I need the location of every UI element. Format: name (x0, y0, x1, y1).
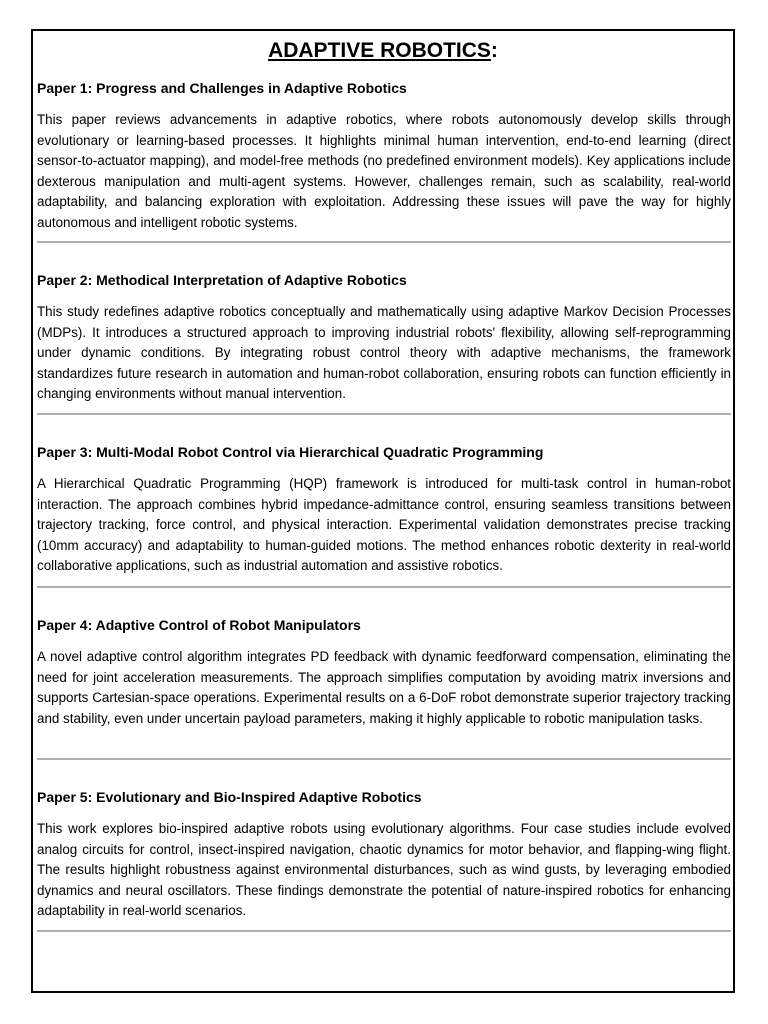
title-colon: : (490, 39, 498, 62)
section-divider (37, 413, 731, 415)
paper-1-summary: This paper reviews advancements in adaptive robotics, where robots autonomously develop skills through evolutionary or learning-based processes. It highlights minimal human intervention, end-to-end learning (direct sensor-to-actuator mapping), and model-free methods (no predefined environment models). Key applications include dexterous manipulation and multi-agent systems. However, challenges remain, such as scalability, real-world adaptability, and balancing exploration with exploitation. Addressing these issues will pave the way for highly autonomous and intelligent robotic systems. (37, 112, 731, 230)
paper-4-heading: Paper 4: Adaptive Control of Robot Manipulators (37, 617, 361, 633)
section-divider (37, 586, 731, 588)
paper-3-section (37, 443, 731, 577)
paper-5-section (37, 788, 731, 922)
paper-2-section (37, 271, 731, 405)
paper-3-heading: Paper 3: Multi-Modal Robot Control via Hierarchical Quadratic Programming (37, 444, 544, 460)
section-divider (37, 241, 731, 243)
paper-5-summary: This work explores bio-inspired adaptive robots using evolutionary algorithms. Four case studies include evolved analog circuits for control, insect-inspired navigation, chaotic dynamics for motor behavior, and flapping-wing flight. The results highlight robustness against environmental disturbances, such as wind gusts, by leveraging embodied dynamics and neural oscillators. These findings demonstrate the potential of nature-inspired robotics for enhancing adaptability in real-world scenarios. (37, 821, 731, 918)
section-divider (37, 930, 731, 932)
document-frame (31, 29, 735, 993)
paper-3-summary: A Hierarchical Quadratic Programming (HQP) framework is introduced for multi-task control in human-robot interaction. The approach combines hybrid impedance-admittance control, ensuring seamless transitions between trajectory tracking, force control, and physical interaction. Experimental validation demonstrates precise tracking (10mm accuracy) and adaptability to human-guided motions. The method enhances robotic dexterity in real-world collaborative applications, such as industrial automation and assistive robotics. (37, 476, 731, 573)
section-divider (37, 758, 731, 760)
paper-1-heading: Paper 1: Progress and Challenges in Adaptive Robotics (37, 80, 407, 96)
paper-2-heading: Paper 2: Methodical Interpretation of Adaptive Robotics (37, 272, 407, 288)
paper-4-section (37, 616, 731, 729)
paper-5-heading: Paper 5: Evolutionary and Bio-Inspired Adaptive Robotics (37, 789, 422, 805)
document-title (33, 37, 733, 65)
paper-4-summary: A novel adaptive control algorithm integrates PD feedback with dynamic feedforward compensation, eliminating the need for joint acceleration measurements. The approach simplifies computation by avoiding matrix inversions and supports Cartesian-space operations. Experimental results on a 6-DoF robot demonstrate superior trajectory tracking and stability, even under uncertain payload parameters, making it highly applicable to robotic manipulation tasks. (37, 649, 731, 726)
paper-2-summary: This study redefines adaptive robotics conceptually and mathematically using adaptive Markov Decision Processes (MDPs). It introduces a structured approach to improving industrial robots' flexibility, allowing self-reprogramming under dynamic conditions. By integrating robust control theory with adaptive mechanisms, the framework standardizes future research in automation and human-robot collaboration, ensuring robots can function efficiently in changing environments without manual intervention. (37, 304, 731, 401)
paper-1-section (37, 79, 731, 233)
title-text: ADAPTIVE ROBOTICS (268, 39, 491, 62)
